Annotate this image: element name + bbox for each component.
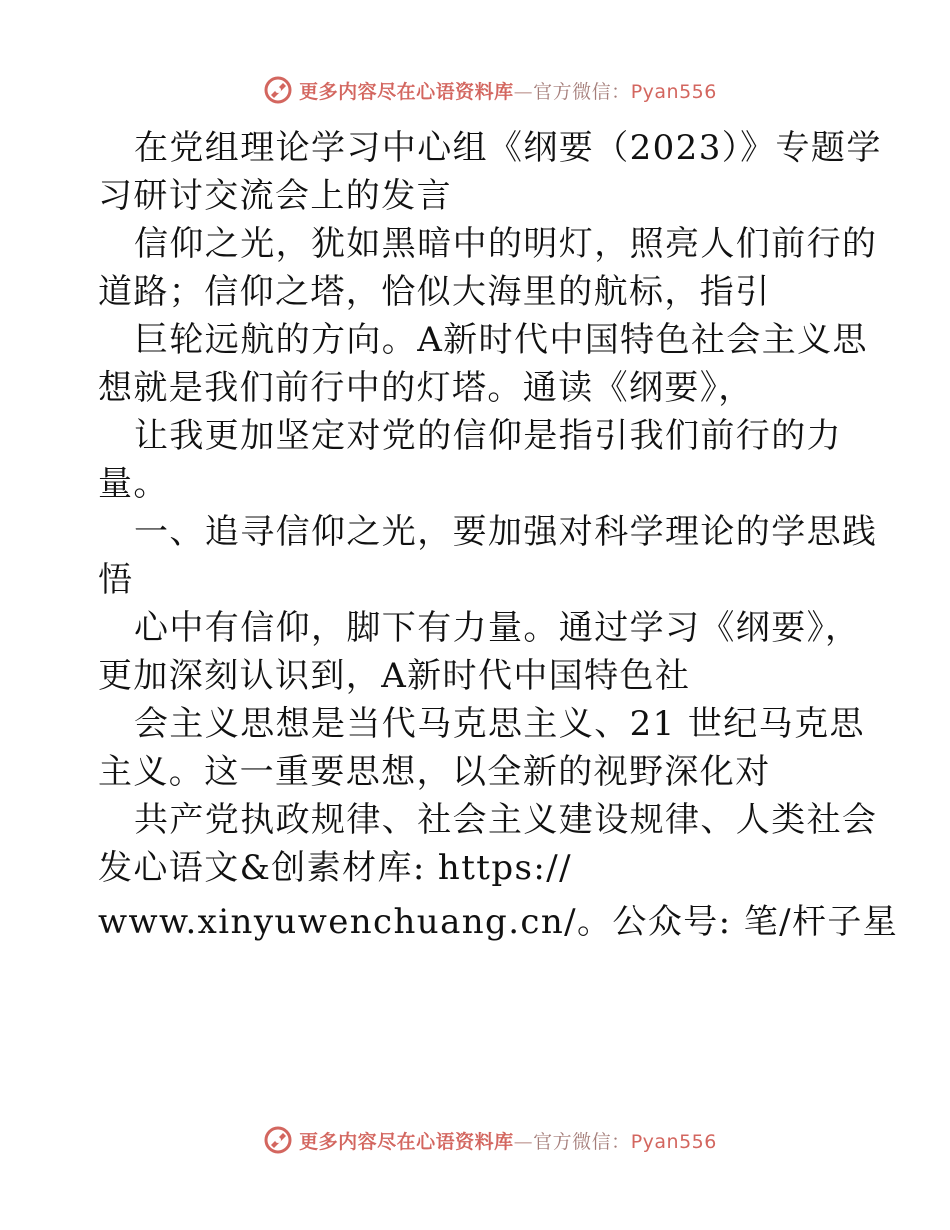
document-body	[98, 124, 899, 946]
header-separator: —	[513, 80, 534, 103]
body-line: 巨轮远航的方向。A新时代中国特色社会主义思	[134, 320, 868, 360]
footer-brand-text: 更多内容尽在心语资料库	[299, 1130, 514, 1153]
source-line-1: 发心语文&创素材库: https://	[98, 848, 572, 888]
body-line: 心中有信仰，脚下有力量。通过学习《纲要》，	[134, 608, 861, 648]
body-line: 会主义思想是当代马克思主义、21 世纪马克思	[134, 704, 865, 744]
footer-watermark	[263, 1125, 717, 1155]
title-line-2: 习研讨交流会上的发言	[98, 176, 452, 216]
footer-wechat-label: 官方微信：	[533, 1130, 631, 1153]
section-heading-line-1: 一、追寻信仰之光，要加强对科学理论的学思践	[134, 512, 878, 552]
footer-watermark-text	[299, 1127, 717, 1154]
body-line: 道路；信仰之塔，恰似大海里的航标，指引	[98, 272, 771, 312]
title-line-1: 在党组理论学习中心组《纲要（2023）》专题学	[134, 128, 882, 168]
header-wechat-id: Pyan556	[630, 80, 717, 103]
footer-wechat-id: Pyan556	[630, 1130, 717, 1153]
body-line: 想就是我们前行中的灯塔。通读《纲要》，	[98, 368, 754, 408]
header-brand-text: 更多内容尽在心语资料库	[299, 80, 514, 103]
section-heading-line-2: 悟	[98, 560, 134, 600]
source-line-2: www.xinyuwenchuang.cn/。公众号: 笔/杆子星	[98, 902, 899, 942]
footer-watermark-banner	[0, 1120, 950, 1160]
footer-separator: —	[513, 1130, 534, 1153]
brand-logo-icon	[263, 75, 293, 105]
body-line: 信仰之光，犹如黑暗中的明灯，照亮人们前行的	[134, 224, 878, 264]
header-wechat-label: 官方微信：	[533, 80, 631, 103]
body-line: 共产党执政规律、社会主义建设规律、人类社会	[134, 800, 878, 840]
body-line: 让我更加坚定对党的信仰是指引我们前行的力	[134, 416, 842, 456]
brand-logo-icon	[263, 1125, 293, 1155]
header-watermark	[263, 75, 717, 105]
body-line: 主义。这一重要思想，以全新的视野深化对	[98, 752, 771, 792]
header-watermark-text	[299, 77, 717, 104]
body-line: 量。	[98, 464, 169, 504]
body-line: 更加深刻认识到，A新时代中国特色社	[98, 656, 691, 696]
header-watermark-banner	[0, 70, 950, 110]
